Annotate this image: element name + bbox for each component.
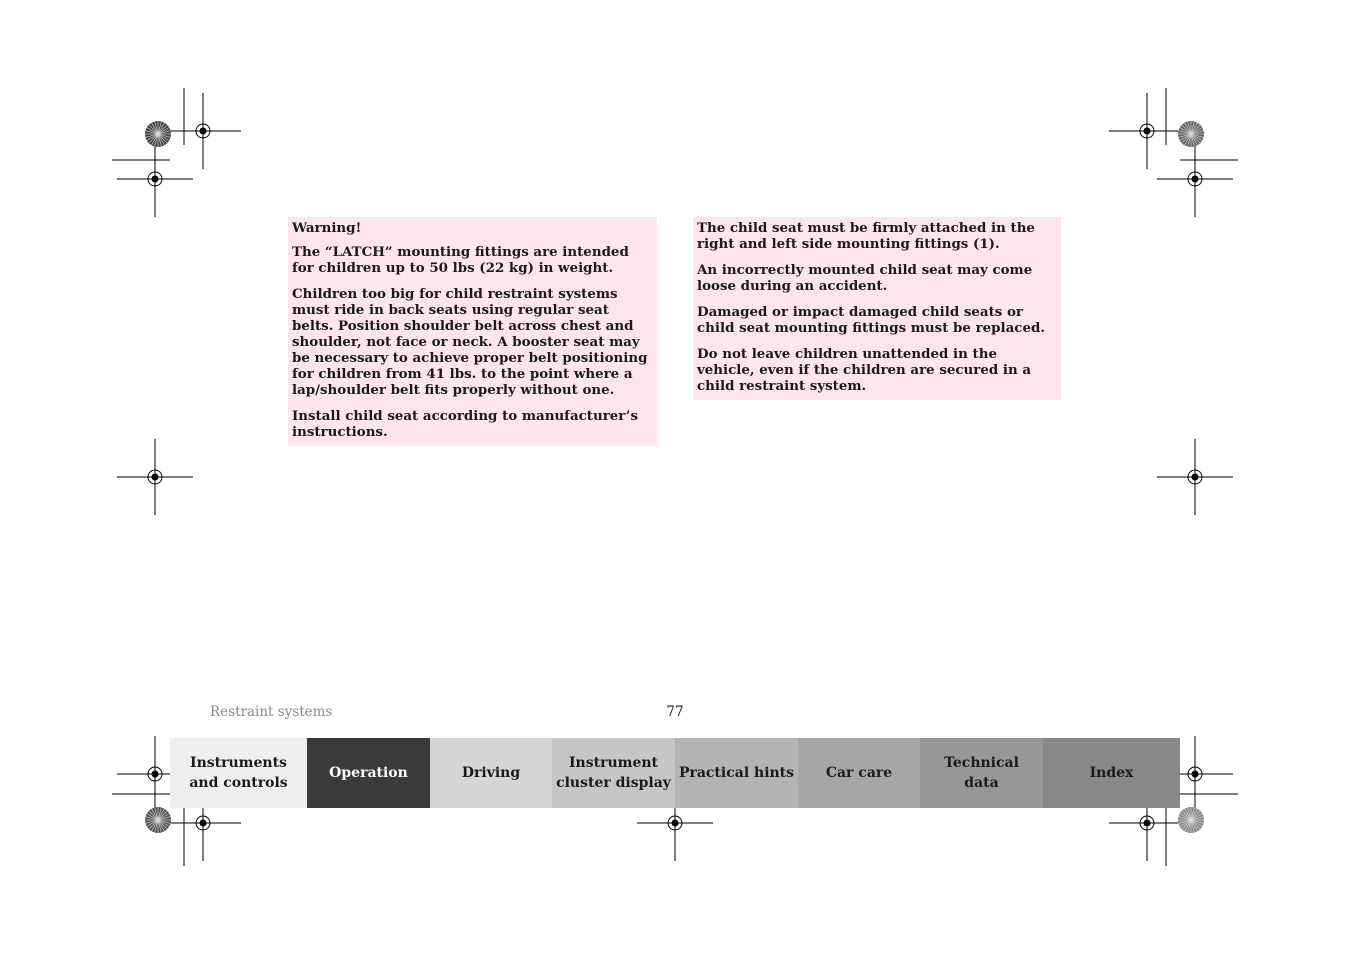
warning-paragraph: An incorrectly mounted child seat may come loose during an accident.: [697, 262, 1033, 294]
radial-target-icon: [145, 807, 171, 833]
tab-practical-hints[interactable]: Practical hints: [675, 738, 798, 808]
tab-car-care[interactable]: Car care: [798, 738, 920, 808]
radial-target-icon: [1178, 121, 1204, 147]
warning-paragraph: Do not leave children unattended in the vehicle, even if the children are secured in a child restraint system.: [697, 346, 1032, 394]
tab-instruments-and-controls[interactable]: Instruments and controls: [170, 738, 307, 808]
registration-mark-icon: [117, 141, 193, 217]
warning-paragraph: Children too big for child restraint systems must ride in back seats using regular seat belts. Position shoulder belt across chest and shoulder, not face or neck. A booster seat may be necessary to achieve proper belt positioning for children from 41 lbs. to the point where a lap/shoulder belt fits properly without one.: [292, 286, 648, 398]
warning-paragraph: Install child seat according to manufacturer’s instructions.: [292, 408, 639, 440]
tab-technical-data[interactable]: Technical data: [920, 738, 1043, 808]
registration-mark-icon: [1109, 93, 1185, 169]
page-number: 77: [666, 704, 684, 720]
registration-mark-icon: [117, 439, 193, 515]
tab-index[interactable]: Index: [1043, 738, 1180, 808]
registration-mark-icon: [165, 93, 241, 169]
warning-box-right: [693, 217, 1061, 400]
warning-title: Warning!: [292, 220, 362, 236]
tab-operation[interactable]: Operation: [307, 738, 430, 808]
section-label: Restraint systems: [210, 704, 333, 720]
tab-instrument-cluster-display[interactable]: Instrument cluster display: [552, 738, 675, 808]
warning-box-left: [288, 217, 657, 446]
warning-paragraph: The child seat must be firmly attached in the right and left side mounting fittings (1).: [697, 220, 1035, 252]
registration-mark-icon: [1157, 141, 1233, 217]
chapter-tab-bar: [170, 738, 1180, 808]
warning-paragraph: The “LATCH” mounting fittings are intended for children up to 50 lbs (22 kg) in weight.: [292, 244, 629, 276]
radial-target-icon: [145, 121, 171, 147]
radial-target-icon: [1178, 807, 1204, 833]
registration-mark-icon: [1157, 439, 1233, 515]
warning-paragraph: Damaged or impact damaged child seats or child seat mounting fittings must be replaced.: [697, 304, 1045, 336]
tab-driving[interactable]: Driving: [430, 738, 552, 808]
